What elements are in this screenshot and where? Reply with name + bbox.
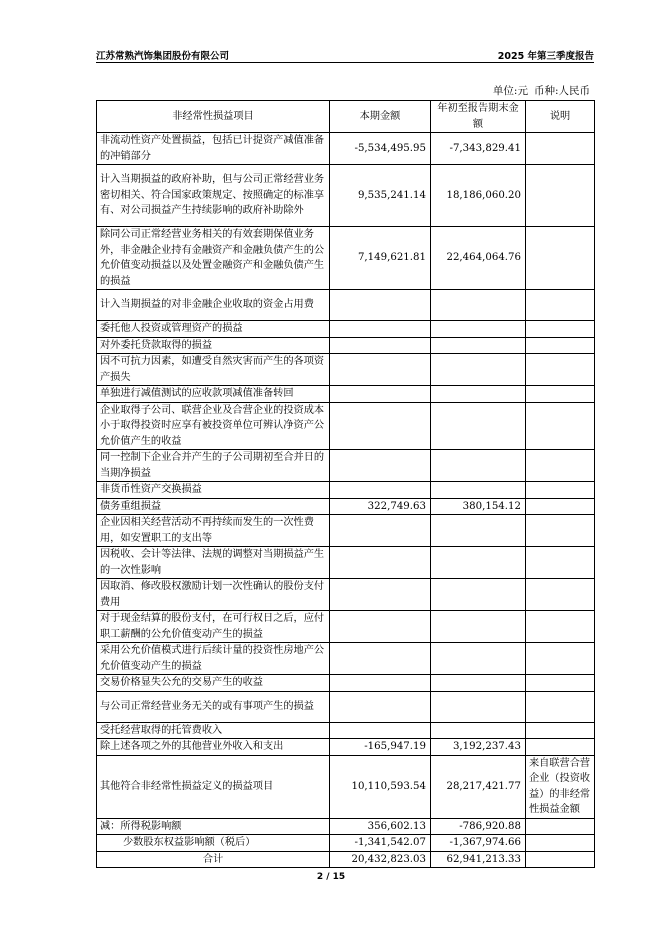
row-note (526, 482, 595, 499)
table-row (97, 515, 595, 547)
row-ytd-amount (431, 722, 526, 739)
row-current-amount: 356,602.13 (330, 818, 431, 835)
row-ytd-amount (431, 675, 526, 692)
table-row (97, 482, 595, 499)
row-current-amount (330, 722, 431, 739)
table-row (97, 498, 595, 515)
row-current-amount: 20,432,823.03 (330, 851, 431, 868)
row-note (526, 337, 595, 354)
non-recurring-gains-table (96, 100, 595, 868)
row-ytd-amount (431, 482, 526, 499)
row-current-amount: 7,149,621.81 (330, 227, 431, 290)
row-note (526, 227, 595, 290)
row-ytd-amount (431, 547, 526, 579)
table-row (97, 227, 595, 290)
row-ytd-amount (431, 579, 526, 611)
row-item-label: 单独进行减值测试的应收款项减值准备转回 (97, 386, 330, 403)
table-row (97, 643, 595, 675)
row-current-amount: 322,749.63 (330, 498, 431, 515)
row-item-label: 同一控制下企业合并产生的子公司期初至合并日的当期净损益 (97, 450, 330, 482)
company-name: 江苏常熟汽饰集团股份有限公司 (96, 51, 230, 62)
row-item-label: 合计 (97, 851, 330, 868)
row-note (526, 675, 595, 692)
row-item-label: 除上述各项之外的其他营业外收入和支出 (97, 739, 330, 756)
row-note (526, 321, 595, 338)
table-row (97, 133, 595, 165)
row-item-label: 交易价格显失公允的交易产生的收益 (97, 675, 330, 692)
row-note (526, 450, 595, 482)
row-current-amount (330, 337, 431, 354)
row-item-label: 企业因相关经营活动不再持续而发生的一次性费用，如安置职工的支出等 (97, 515, 330, 547)
row-ytd-amount (431, 450, 526, 482)
row-ytd-amount (431, 515, 526, 547)
row-note (526, 165, 595, 227)
row-current-amount (330, 386, 431, 403)
table-row (97, 547, 595, 579)
row-current-amount (330, 321, 431, 338)
row-current-amount (330, 515, 431, 547)
table-row (97, 337, 595, 354)
row-current-amount (330, 354, 431, 386)
row-note (526, 290, 595, 321)
row-ytd-amount: 28,217,421.77 (431, 755, 526, 818)
row-ytd-amount: 380,154.12 (431, 498, 526, 515)
row-note (526, 818, 595, 835)
table-row (97, 402, 595, 450)
row-note (526, 643, 595, 675)
table-row (97, 611, 595, 643)
row-note (526, 133, 595, 165)
row-ytd-amount (431, 643, 526, 675)
row-item-label: 少数股东权益影响额（税后） (97, 835, 330, 852)
table-row (97, 835, 595, 852)
row-item-label: 计入当期损益的对非金融企业收取的资金占用费 (97, 290, 330, 321)
column-header-ytd: 年初至报告期末金额 (431, 101, 526, 133)
column-header-note: 说明 (526, 101, 595, 133)
row-item-label: 计入当期损益的政府补助，但与公司正常经营业务密切相关、符合国家政策规定、按照确定的标准享有、对公司损益产生持续影响的政府补助除外 (97, 165, 330, 227)
row-ytd-amount (431, 386, 526, 403)
table-row (97, 818, 595, 835)
table-row (97, 386, 595, 403)
row-ytd-amount (431, 611, 526, 643)
row-item-label: 因不可抗力因素，如遭受自然灾害而产生的各项资产损失 (97, 354, 330, 386)
row-item-label: 其他符合非经常性损益定义的损益项目 (97, 755, 330, 818)
row-item-label: 与公司正常经营业务无关的或有事项产生的损益 (97, 691, 330, 722)
row-ytd-amount: -1,367,974.66 (431, 835, 526, 852)
row-current-amount: 10,110,593.54 (330, 755, 431, 818)
table-row (97, 579, 595, 611)
row-current-amount (330, 482, 431, 499)
row-note (526, 739, 595, 756)
row-item-label: 因税收、会计等法律、法规的调整对当期损益产生的一次性影响 (97, 547, 330, 579)
row-item-label: 减：所得税影响额 (97, 818, 330, 835)
row-ytd-amount: 3,192,237.43 (431, 739, 526, 756)
row-ytd-amount (431, 321, 526, 338)
row-current-amount (330, 691, 431, 722)
row-current-amount (330, 643, 431, 675)
row-item-label: 对于现金结算的股份支付，在可行权日之后，应付职工薪酬的公允价值变动产生的损益 (97, 611, 330, 643)
row-item-label: 采用公允价值模式进行后续计量的投资性房地产公允价值变动产生的损益 (97, 643, 330, 675)
row-ytd-amount: 62,941,213.33 (431, 851, 526, 868)
table-header-row (97, 101, 595, 133)
row-current-amount (330, 450, 431, 482)
row-note (526, 691, 595, 722)
row-note (526, 354, 595, 386)
row-note (526, 835, 595, 852)
row-ytd-amount: -786,920.88 (431, 818, 526, 835)
row-current-amount (330, 579, 431, 611)
row-note: 来自联营合营企业（投资收益）的非经常性损益金额 (526, 755, 595, 818)
row-current-amount: -1,341,542.07 (330, 835, 431, 852)
row-note (526, 851, 595, 868)
table-row (97, 691, 595, 722)
row-note (526, 498, 595, 515)
row-note (526, 547, 595, 579)
row-current-amount: -5,534,495.95 (330, 133, 431, 165)
table-row (97, 290, 595, 321)
row-current-amount (330, 611, 431, 643)
row-item-label: 因取消、修改股权激励计划一次性确认的股份支付费用 (97, 579, 330, 611)
row-ytd-amount (431, 290, 526, 321)
row-item-label: 非货币性资产交换损益 (97, 482, 330, 499)
currency-label: 币种:人民币 (533, 85, 590, 97)
table-row (97, 450, 595, 482)
report-title: 2025 年第三季度报告 (497, 51, 594, 62)
column-header-item: 非经常性损益项目 (97, 101, 330, 133)
row-current-amount: 9,535,241.14 (330, 165, 431, 227)
row-note (526, 579, 595, 611)
table-row (97, 354, 595, 386)
row-note (526, 402, 595, 450)
row-item-label: 除同公司正常经营业务相关的有效套期保值业务外，非金融企业持有金融资产和金融负债产生的公允价值变动损益以及处置金融资产和金融负债产生的损益 (97, 227, 330, 290)
row-ytd-amount (431, 354, 526, 386)
unit-line (487, 83, 590, 98)
row-item-label: 受托经营取得的托管费收入 (97, 722, 330, 739)
row-note (526, 722, 595, 739)
row-note (526, 386, 595, 403)
page-header (96, 44, 594, 63)
row-note (526, 611, 595, 643)
row-ytd-amount: 18,186,060.20 (431, 165, 526, 227)
column-header-current: 本期金额 (330, 101, 431, 133)
row-current-amount (330, 290, 431, 321)
row-current-amount (330, 547, 431, 579)
row-current-amount: -165,947.19 (330, 739, 431, 756)
row-item-label: 委托他人投资或管理资产的损益 (97, 321, 330, 338)
table-row (97, 739, 595, 756)
table-row (97, 321, 595, 338)
table-row (97, 755, 595, 818)
row-item-label: 债务重组损益 (97, 498, 330, 515)
unit-label: 单位:元 (492, 85, 528, 97)
row-item-label: 非流动性资产处置损益，包括已计提资产减值准备的冲销部分 (97, 133, 330, 165)
table-row (97, 165, 595, 227)
row-ytd-amount: -7,343,829.41 (431, 133, 526, 165)
row-item-label: 对外委托贷款取得的损益 (97, 337, 330, 354)
row-ytd-amount (431, 337, 526, 354)
row-ytd-amount (431, 691, 526, 722)
row-ytd-amount: 22,464,064.76 (431, 227, 526, 290)
table-row (97, 722, 595, 739)
row-note (526, 515, 595, 547)
page-number: 2 / 15 (316, 872, 346, 882)
row-ytd-amount (431, 402, 526, 450)
row-current-amount (330, 402, 431, 450)
row-item-label: 企业取得子公司、联营企业及合营企业的投资成本小于取得投资时应享有被投资单位可辨认净资产公允价值产生的收益 (97, 402, 330, 450)
table-row (97, 675, 595, 692)
row-current-amount (330, 675, 431, 692)
table-row (97, 851, 595, 868)
